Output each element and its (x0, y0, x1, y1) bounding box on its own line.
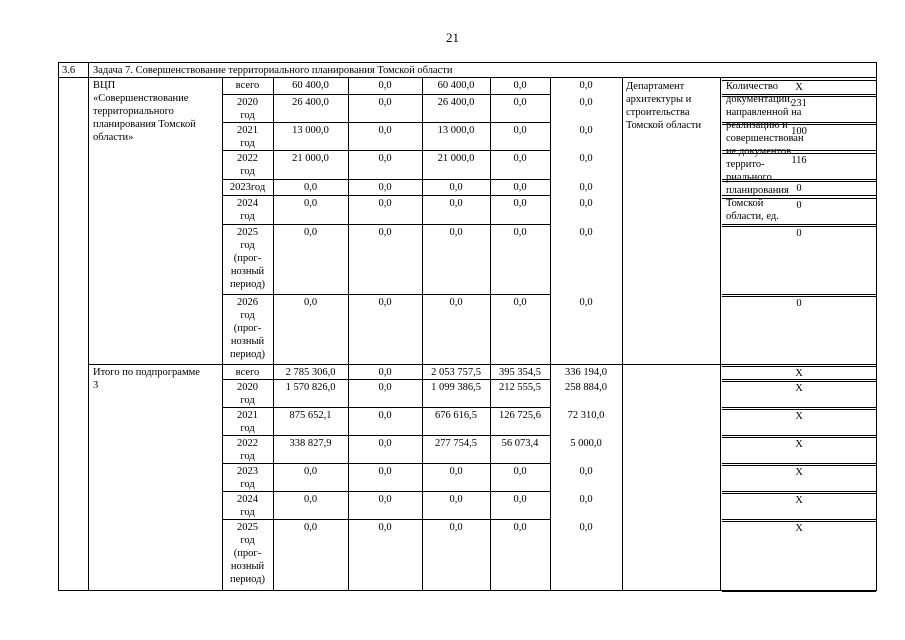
indicator-line: документации, (726, 94, 793, 105)
period-label: (прог- (233, 323, 262, 334)
cell-total: 26 400,0 (292, 97, 329, 108)
cell-regional: 277 754,5 (435, 438, 477, 449)
cell-other: 72 310,0 (567, 410, 605, 421)
period-label: период) (230, 349, 265, 360)
row-rule (222, 94, 550, 95)
row-rule (222, 224, 550, 225)
cell-regional: 0,0 (449, 466, 463, 477)
cell-local: 0,0 (513, 153, 527, 164)
cell-local: 0,0 (513, 125, 527, 136)
cell-federal: 0,0 (378, 297, 392, 308)
period-label: 2023 (237, 466, 258, 477)
cell-target: 231 (791, 98, 807, 109)
target-box-rule (722, 463, 876, 464)
cell-target: X (795, 495, 803, 506)
cell-other: 0,0 (579, 153, 593, 164)
cell-target: X (795, 467, 803, 478)
cell-local: 0,0 (513, 466, 527, 477)
cell-regional: 0,0 (449, 522, 463, 533)
indicator-line: Томской (726, 198, 764, 209)
cell-target: X (795, 439, 803, 450)
period-label: год (240, 507, 255, 518)
cell-federal: 0,0 (378, 80, 392, 91)
indicator-line: реализацию и (726, 120, 788, 131)
period-label: год (240, 535, 255, 546)
subtotal-name-line: 3 (93, 380, 99, 391)
row-rule (222, 519, 550, 520)
period-label: год (240, 479, 255, 490)
target-box-rule (722, 294, 876, 295)
period-label: 2026 (237, 297, 258, 308)
cell-other: 0,0 (579, 198, 593, 209)
period-label: 2025 (237, 227, 258, 238)
cell-other: 0,0 (579, 297, 593, 308)
period-label: 2022 (237, 438, 258, 449)
cell-target: X (795, 82, 803, 93)
department-line: строительства (626, 107, 690, 118)
cell-other: 336 194,0 (565, 367, 607, 378)
period-label: год (240, 166, 255, 177)
target-box-rule (722, 407, 876, 408)
cell-federal: 0,0 (378, 410, 392, 421)
period-label: год (240, 211, 255, 222)
cell-target: 116 (791, 155, 807, 166)
cell-total: 0,0 (303, 494, 318, 505)
indicator-line: Количество (726, 81, 779, 92)
page-number: 21 (446, 30, 459, 45)
cell-federal: 0,0 (378, 153, 392, 164)
row-rule (222, 491, 550, 492)
cell-total: 0,0 (303, 522, 318, 533)
cell-other: 0,0 (579, 522, 593, 533)
period-label: год (240, 451, 255, 462)
cell-federal: 0,0 (378, 494, 392, 505)
cell-regional: 0,0 (449, 182, 463, 193)
cell-local: 0,0 (513, 522, 527, 533)
cell-target: 0 (796, 200, 802, 211)
period-label: год (240, 138, 255, 149)
cell-other: 258 884,0 (565, 382, 607, 393)
period-label: 2021 (237, 410, 258, 421)
row-rule (222, 150, 550, 151)
row-rule (222, 463, 550, 464)
target-box-rule (722, 519, 876, 520)
indicator-line: направленной на (726, 107, 802, 118)
indicator-line: совершенствован (726, 133, 804, 144)
period-label: нозный (230, 266, 265, 277)
period-label: 2025 (237, 522, 258, 533)
indicator-line: террито- (726, 159, 765, 170)
cell-target: X (795, 523, 803, 534)
period-label: период) (230, 279, 265, 290)
indicator-line: области, ед. (726, 211, 779, 222)
period-label: период) (230, 574, 265, 585)
period-label: 2024 (237, 198, 258, 209)
cell-target: 0 (796, 183, 802, 194)
cell-total: 0,0 (303, 227, 318, 238)
period-label: год (240, 423, 255, 434)
cell-regional: 0,0 (449, 494, 463, 505)
cell-other: 0,0 (579, 182, 593, 193)
row-rule (222, 379, 550, 380)
cell-regional: 21 000,0 (437, 153, 475, 164)
cell-regional: 0,0 (449, 198, 463, 209)
period-label: всего (235, 367, 260, 378)
cell-target: 0 (796, 298, 802, 309)
cell-other: 0,0 (579, 227, 593, 238)
column-rule (622, 77, 623, 591)
cell-other: 0,0 (579, 97, 593, 108)
program-name-line: ВЦП (93, 80, 116, 91)
column-rule (720, 77, 721, 591)
cell-total: 338 827,9 (289, 438, 332, 449)
cell-total: 0,0 (303, 466, 318, 477)
department-line: Томской области (626, 120, 702, 131)
cell-total: 0,0 (303, 297, 318, 308)
period-label: нозный (230, 561, 265, 572)
period-label: (прог- (233, 253, 262, 264)
cell-regional: 1 099 386,5 (431, 382, 481, 393)
period-label: 2021 (237, 125, 258, 136)
cell-regional: 60 400,0 (437, 80, 475, 91)
cell-total: 0,0 (303, 198, 318, 209)
cell-federal: 0,0 (378, 182, 392, 193)
department-line: архитектуры и (626, 94, 692, 105)
section-header-rule (58, 77, 877, 78)
target-box-rule (722, 364, 876, 365)
cell-regional: 0,0 (449, 297, 463, 308)
cell-regional: 0,0 (449, 227, 463, 238)
department-line: Департамент (626, 81, 685, 92)
cell-federal: 0,0 (378, 125, 392, 136)
period-label: 2022 (237, 153, 258, 164)
cell-target: X (795, 368, 803, 379)
section-number: 3.6 (62, 65, 76, 76)
cell-local: 212 555,5 (499, 382, 541, 393)
target-box-rule (722, 591, 876, 592)
program-name-line: области» (93, 132, 134, 143)
cell-other: 0,0 (579, 466, 593, 477)
cell-regional: 676 616,5 (435, 410, 477, 421)
cell-local: 0,0 (513, 198, 527, 209)
program-name-line: территориального (93, 106, 174, 117)
cell-federal: 0,0 (378, 227, 392, 238)
period-label: нозный (230, 336, 265, 347)
target-box-rule (722, 435, 876, 436)
cell-total: 21 000,0 (292, 153, 329, 164)
period-label: 2023год (229, 182, 266, 193)
subtotal-name-line: Итого по подпрограмме (93, 367, 200, 378)
cell-other: 0,0 (579, 494, 593, 505)
indicator-line: риального (726, 172, 772, 183)
program-name-line: «Совершенствование (93, 93, 189, 104)
cell-local: 0,0 (513, 227, 527, 238)
cell-other: 0,0 (579, 125, 593, 136)
period-label: всего (235, 80, 260, 91)
row-rule (222, 435, 550, 436)
cell-federal: 0,0 (378, 438, 392, 449)
row-rule (222, 294, 550, 295)
indicator-line: планирования (726, 185, 789, 196)
program-name-line: планирования Томской (93, 119, 196, 130)
cell-other: 5 000,0 (570, 438, 602, 449)
cell-local: 56 073,4 (501, 438, 539, 449)
period-label: год (240, 110, 255, 121)
cell-local: 395 354,5 (499, 367, 541, 378)
row-rule (222, 195, 550, 196)
cell-regional: 26 400,0 (437, 97, 475, 108)
cell-total: 1 570 826,0 (285, 382, 336, 393)
period-label: 2020 (237, 382, 258, 393)
period-label: год (240, 395, 255, 406)
cell-federal: 0,0 (378, 367, 392, 378)
cell-target: 100 (791, 126, 807, 137)
period-label: (прог- (233, 548, 262, 559)
cell-federal: 0,0 (378, 522, 392, 533)
cell-federal: 0,0 (378, 466, 392, 477)
cell-federal: 0,0 (378, 97, 392, 108)
period-label: 2020 (237, 97, 258, 108)
cell-local: 126 725,6 (499, 410, 541, 421)
cell-regional: 2 053 757,5 (431, 367, 481, 378)
cell-target: 0 (796, 228, 802, 239)
cell-federal: 0,0 (378, 198, 392, 209)
cell-federal: 0,0 (378, 382, 392, 393)
row-rule (222, 179, 550, 180)
cell-local: 0,0 (513, 97, 527, 108)
cell-target: X (795, 383, 803, 394)
cell-local: 0,0 (513, 297, 527, 308)
cell-other: 0,0 (579, 80, 593, 91)
section-title: Задача 7. Совершенствование территориального планирования Томской области (93, 65, 453, 76)
cell-total: 60 400,0 (292, 80, 329, 91)
row-rule (222, 407, 550, 408)
target-box-rule (722, 224, 876, 225)
indicator-line: ие документов (726, 146, 792, 157)
cell-target: X (795, 411, 803, 422)
cell-local: 0,0 (513, 182, 527, 193)
cell-local: 0,0 (513, 494, 527, 505)
period-label: год (240, 240, 255, 251)
period-label: 2024 (237, 494, 258, 505)
target-box-rule (722, 491, 876, 492)
column-rule (88, 62, 89, 591)
cell-total: 13 000,0 (292, 125, 329, 136)
cell-total: 0,0 (303, 182, 318, 193)
cell-local: 0,0 (513, 80, 527, 91)
cell-total: 2 785 306,0 (285, 367, 336, 378)
row-rule (222, 122, 550, 123)
cell-total: 875 652,1 (289, 410, 332, 421)
cell-regional: 13 000,0 (437, 125, 475, 136)
period-label: год (240, 310, 255, 321)
